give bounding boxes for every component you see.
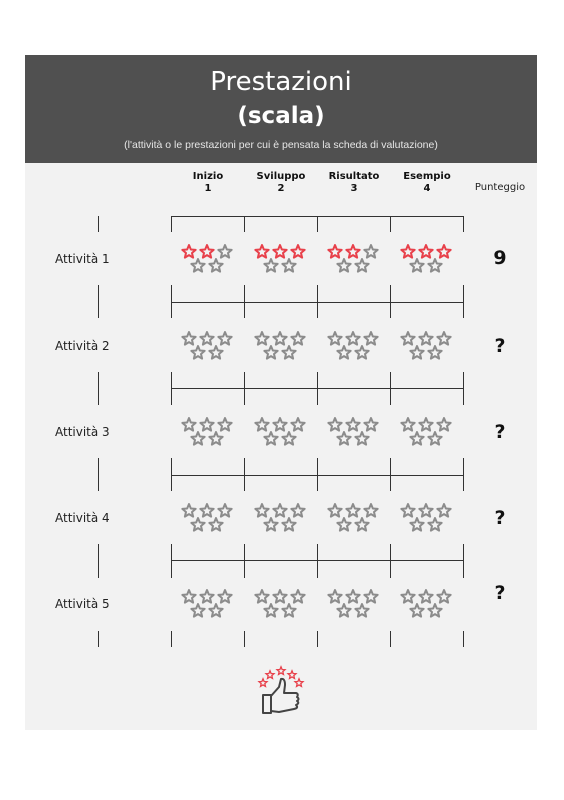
star-icon — [282, 346, 295, 359]
star-rating[interactable] — [177, 415, 237, 451]
row-label-4: Attività 4 — [55, 511, 110, 525]
star-icon — [255, 245, 268, 258]
star-icon — [355, 604, 368, 617]
star-icon — [364, 418, 377, 431]
grid-vertical-line — [171, 458, 172, 491]
star-icon — [277, 667, 285, 675]
grid-vertical-line — [390, 285, 391, 318]
star-rating[interactable] — [323, 501, 383, 537]
star-icon — [255, 418, 268, 431]
grid-vertical-line — [390, 544, 391, 578]
star-rating[interactable] — [250, 501, 310, 537]
grid-vertical-line — [317, 372, 318, 405]
star-icon — [346, 418, 359, 431]
star-icon — [266, 671, 274, 679]
star-rating[interactable] — [323, 415, 383, 451]
header-note: (l'attività o le prestazioni per cui è pensata la scheda di valutazione) — [124, 139, 438, 151]
column-header-3 — [317, 171, 391, 195]
star-rating[interactable] — [177, 242, 237, 278]
star-icon — [255, 332, 268, 345]
grid-vertical-line — [244, 285, 245, 318]
star-icon — [191, 259, 204, 272]
column-header-2 — [244, 171, 318, 195]
star-icon — [428, 346, 441, 359]
star-icon — [182, 504, 195, 517]
grid-vertical-line — [244, 544, 245, 578]
header-banner — [25, 55, 537, 163]
score-3: ? — [494, 421, 506, 443]
star-icon — [410, 604, 423, 617]
grid-vertical-line — [390, 631, 391, 647]
score-5: ? — [494, 582, 506, 604]
column-number: 4 — [423, 183, 431, 194]
star-icon — [259, 679, 267, 687]
star-icon — [209, 604, 222, 617]
star-icon — [264, 259, 277, 272]
star-icon — [328, 418, 341, 431]
star-icon — [282, 432, 295, 445]
grid-vertical-line — [317, 285, 318, 318]
star-icon — [273, 504, 286, 517]
star-icon — [291, 332, 304, 345]
score-4: ? — [494, 507, 506, 529]
star-rating[interactable] — [250, 242, 310, 278]
star-icon — [337, 604, 350, 617]
star-icon — [337, 432, 350, 445]
star-icon — [355, 346, 368, 359]
star-rating[interactable] — [323, 329, 383, 365]
column-name: Risultato — [328, 171, 380, 182]
star-icon — [282, 604, 295, 617]
star-rating[interactable] — [323, 242, 383, 278]
star-icon — [273, 418, 286, 431]
star-icon — [264, 346, 277, 359]
star-icon — [419, 504, 432, 517]
star-icon — [364, 332, 377, 345]
star-icon — [437, 332, 450, 345]
star-icon — [291, 590, 304, 603]
star-icon — [264, 518, 277, 531]
star-icon — [346, 245, 359, 258]
star-icon — [437, 245, 450, 258]
star-icon — [282, 259, 295, 272]
star-icon — [437, 590, 450, 603]
star-icon — [428, 259, 441, 272]
row-label-1: Attività 1 — [55, 252, 110, 266]
star-icon — [191, 518, 204, 531]
star-icon — [328, 504, 341, 517]
star-icon — [264, 432, 277, 445]
grid-vertical-line — [463, 216, 464, 232]
star-icon — [291, 504, 304, 517]
star-icon — [218, 418, 231, 431]
star-rating[interactable] — [250, 415, 310, 451]
star-icon — [191, 432, 204, 445]
star-rating[interactable] — [396, 242, 456, 278]
column-header-4 — [390, 171, 464, 195]
star-icon — [401, 332, 414, 345]
star-icon — [419, 418, 432, 431]
grid-vertical-line — [463, 285, 464, 318]
grid-vertical-line — [244, 216, 245, 232]
star-icon — [401, 504, 414, 517]
star-icon — [209, 346, 222, 359]
star-icon — [346, 590, 359, 603]
star-rating[interactable] — [177, 501, 237, 537]
star-icon — [255, 504, 268, 517]
grid-vertical-line — [317, 216, 318, 232]
score-2: ? — [494, 335, 506, 357]
star-icon — [218, 332, 231, 345]
star-rating[interactable] — [177, 329, 237, 365]
star-rating[interactable] — [250, 587, 310, 623]
star-rating[interactable] — [250, 329, 310, 365]
grid-vertical-line — [171, 285, 172, 318]
grid-vertical-line — [463, 458, 464, 491]
star-icon — [200, 590, 213, 603]
star-icon — [419, 590, 432, 603]
grid-vertical-line — [171, 544, 172, 578]
star-icon — [364, 504, 377, 517]
row-divider-line — [98, 458, 99, 491]
star-icon — [182, 332, 195, 345]
star-icon — [291, 418, 304, 431]
star-icon — [218, 504, 231, 517]
star-icon — [428, 604, 441, 617]
row-divider-line — [98, 544, 99, 578]
grid-vertical-line — [171, 631, 172, 647]
star-icon — [182, 245, 195, 258]
grid-vertical-line — [171, 216, 172, 232]
row-label-3: Attività 3 — [55, 425, 110, 439]
star-icon — [437, 418, 450, 431]
row-divider-line — [98, 216, 99, 232]
star-icon — [273, 332, 286, 345]
column-name: Sviluppo — [256, 171, 306, 182]
star-icon — [288, 671, 296, 679]
grid-vertical-line — [317, 458, 318, 491]
column-number: 2 — [277, 183, 285, 194]
star-icon — [328, 245, 341, 258]
star-icon — [419, 332, 432, 345]
star-icon — [200, 504, 213, 517]
star-icon — [182, 590, 195, 603]
star-icon — [355, 259, 368, 272]
star-icon — [346, 504, 359, 517]
star-icon — [282, 518, 295, 531]
star-icon — [364, 245, 377, 258]
star-icon — [182, 418, 195, 431]
column-header-1 — [171, 171, 245, 195]
star-rating[interactable] — [323, 587, 383, 623]
star-icon — [209, 259, 222, 272]
star-icon — [191, 346, 204, 359]
column-name: Inizio — [192, 171, 224, 182]
score-1: 9 — [493, 247, 507, 269]
star-icon — [209, 432, 222, 445]
star-icon — [401, 590, 414, 603]
star-icon — [328, 590, 341, 603]
star-icon — [428, 518, 441, 531]
star-icon — [410, 259, 423, 272]
star-icon — [410, 518, 423, 531]
star-icon — [218, 590, 231, 603]
grid-vertical-line — [317, 544, 318, 578]
grid-vertical-line — [390, 458, 391, 491]
star-icon — [255, 590, 268, 603]
grid-vertical-line — [244, 372, 245, 405]
star-icon — [401, 245, 414, 258]
star-icon — [200, 332, 213, 345]
row-label-5: Attività 5 — [55, 597, 110, 611]
grid-vertical-line — [463, 544, 464, 578]
thumbs-up-with-stars-icon — [255, 663, 307, 719]
star-icon — [437, 504, 450, 517]
grid-vertical-line — [390, 216, 391, 232]
star-icon — [337, 259, 350, 272]
grid-vertical-line — [171, 372, 172, 405]
star-rating[interactable] — [396, 501, 456, 537]
grid-vertical-line — [390, 372, 391, 405]
star-rating[interactable] — [396, 415, 456, 451]
score-column-header: Punteggio — [474, 182, 526, 193]
column-number: 1 — [204, 183, 212, 194]
row-divider-line — [98, 631, 99, 647]
column-name: Esempio — [403, 171, 451, 182]
star-icon — [364, 590, 377, 603]
star-icon — [355, 518, 368, 531]
star-icon — [410, 432, 423, 445]
star-icon — [355, 432, 368, 445]
page-subtitle: (scala) — [237, 103, 325, 129]
star-icon — [328, 332, 341, 345]
star-icon — [401, 418, 414, 431]
row-divider-line — [98, 372, 99, 405]
grid-vertical-line — [463, 631, 464, 647]
star-rating[interactable] — [396, 587, 456, 623]
star-icon — [410, 346, 423, 359]
star-icon — [273, 245, 286, 258]
star-icon — [291, 245, 304, 258]
star-icon — [337, 346, 350, 359]
star-rating[interactable] — [177, 587, 237, 623]
star-icon — [295, 679, 303, 687]
page-title: Prestazioni — [210, 67, 352, 97]
grid-vertical-line — [244, 458, 245, 491]
star-icon — [191, 604, 204, 617]
grid-vertical-line — [244, 631, 245, 647]
star-icon — [209, 518, 222, 531]
star-icon — [218, 245, 231, 258]
grid-vertical-line — [463, 372, 464, 405]
star-icon — [346, 332, 359, 345]
star-rating[interactable] — [396, 329, 456, 365]
rubric-sheet — [25, 55, 537, 730]
star-icon — [200, 245, 213, 258]
star-icon — [200, 418, 213, 431]
row-label-2: Attività 2 — [55, 339, 110, 353]
column-number: 3 — [350, 183, 358, 194]
star-icon — [419, 245, 432, 258]
grid-vertical-line — [317, 631, 318, 647]
star-icon — [428, 432, 441, 445]
star-icon — [264, 604, 277, 617]
star-icon — [273, 590, 286, 603]
star-icon — [337, 518, 350, 531]
row-divider-line — [98, 285, 99, 318]
